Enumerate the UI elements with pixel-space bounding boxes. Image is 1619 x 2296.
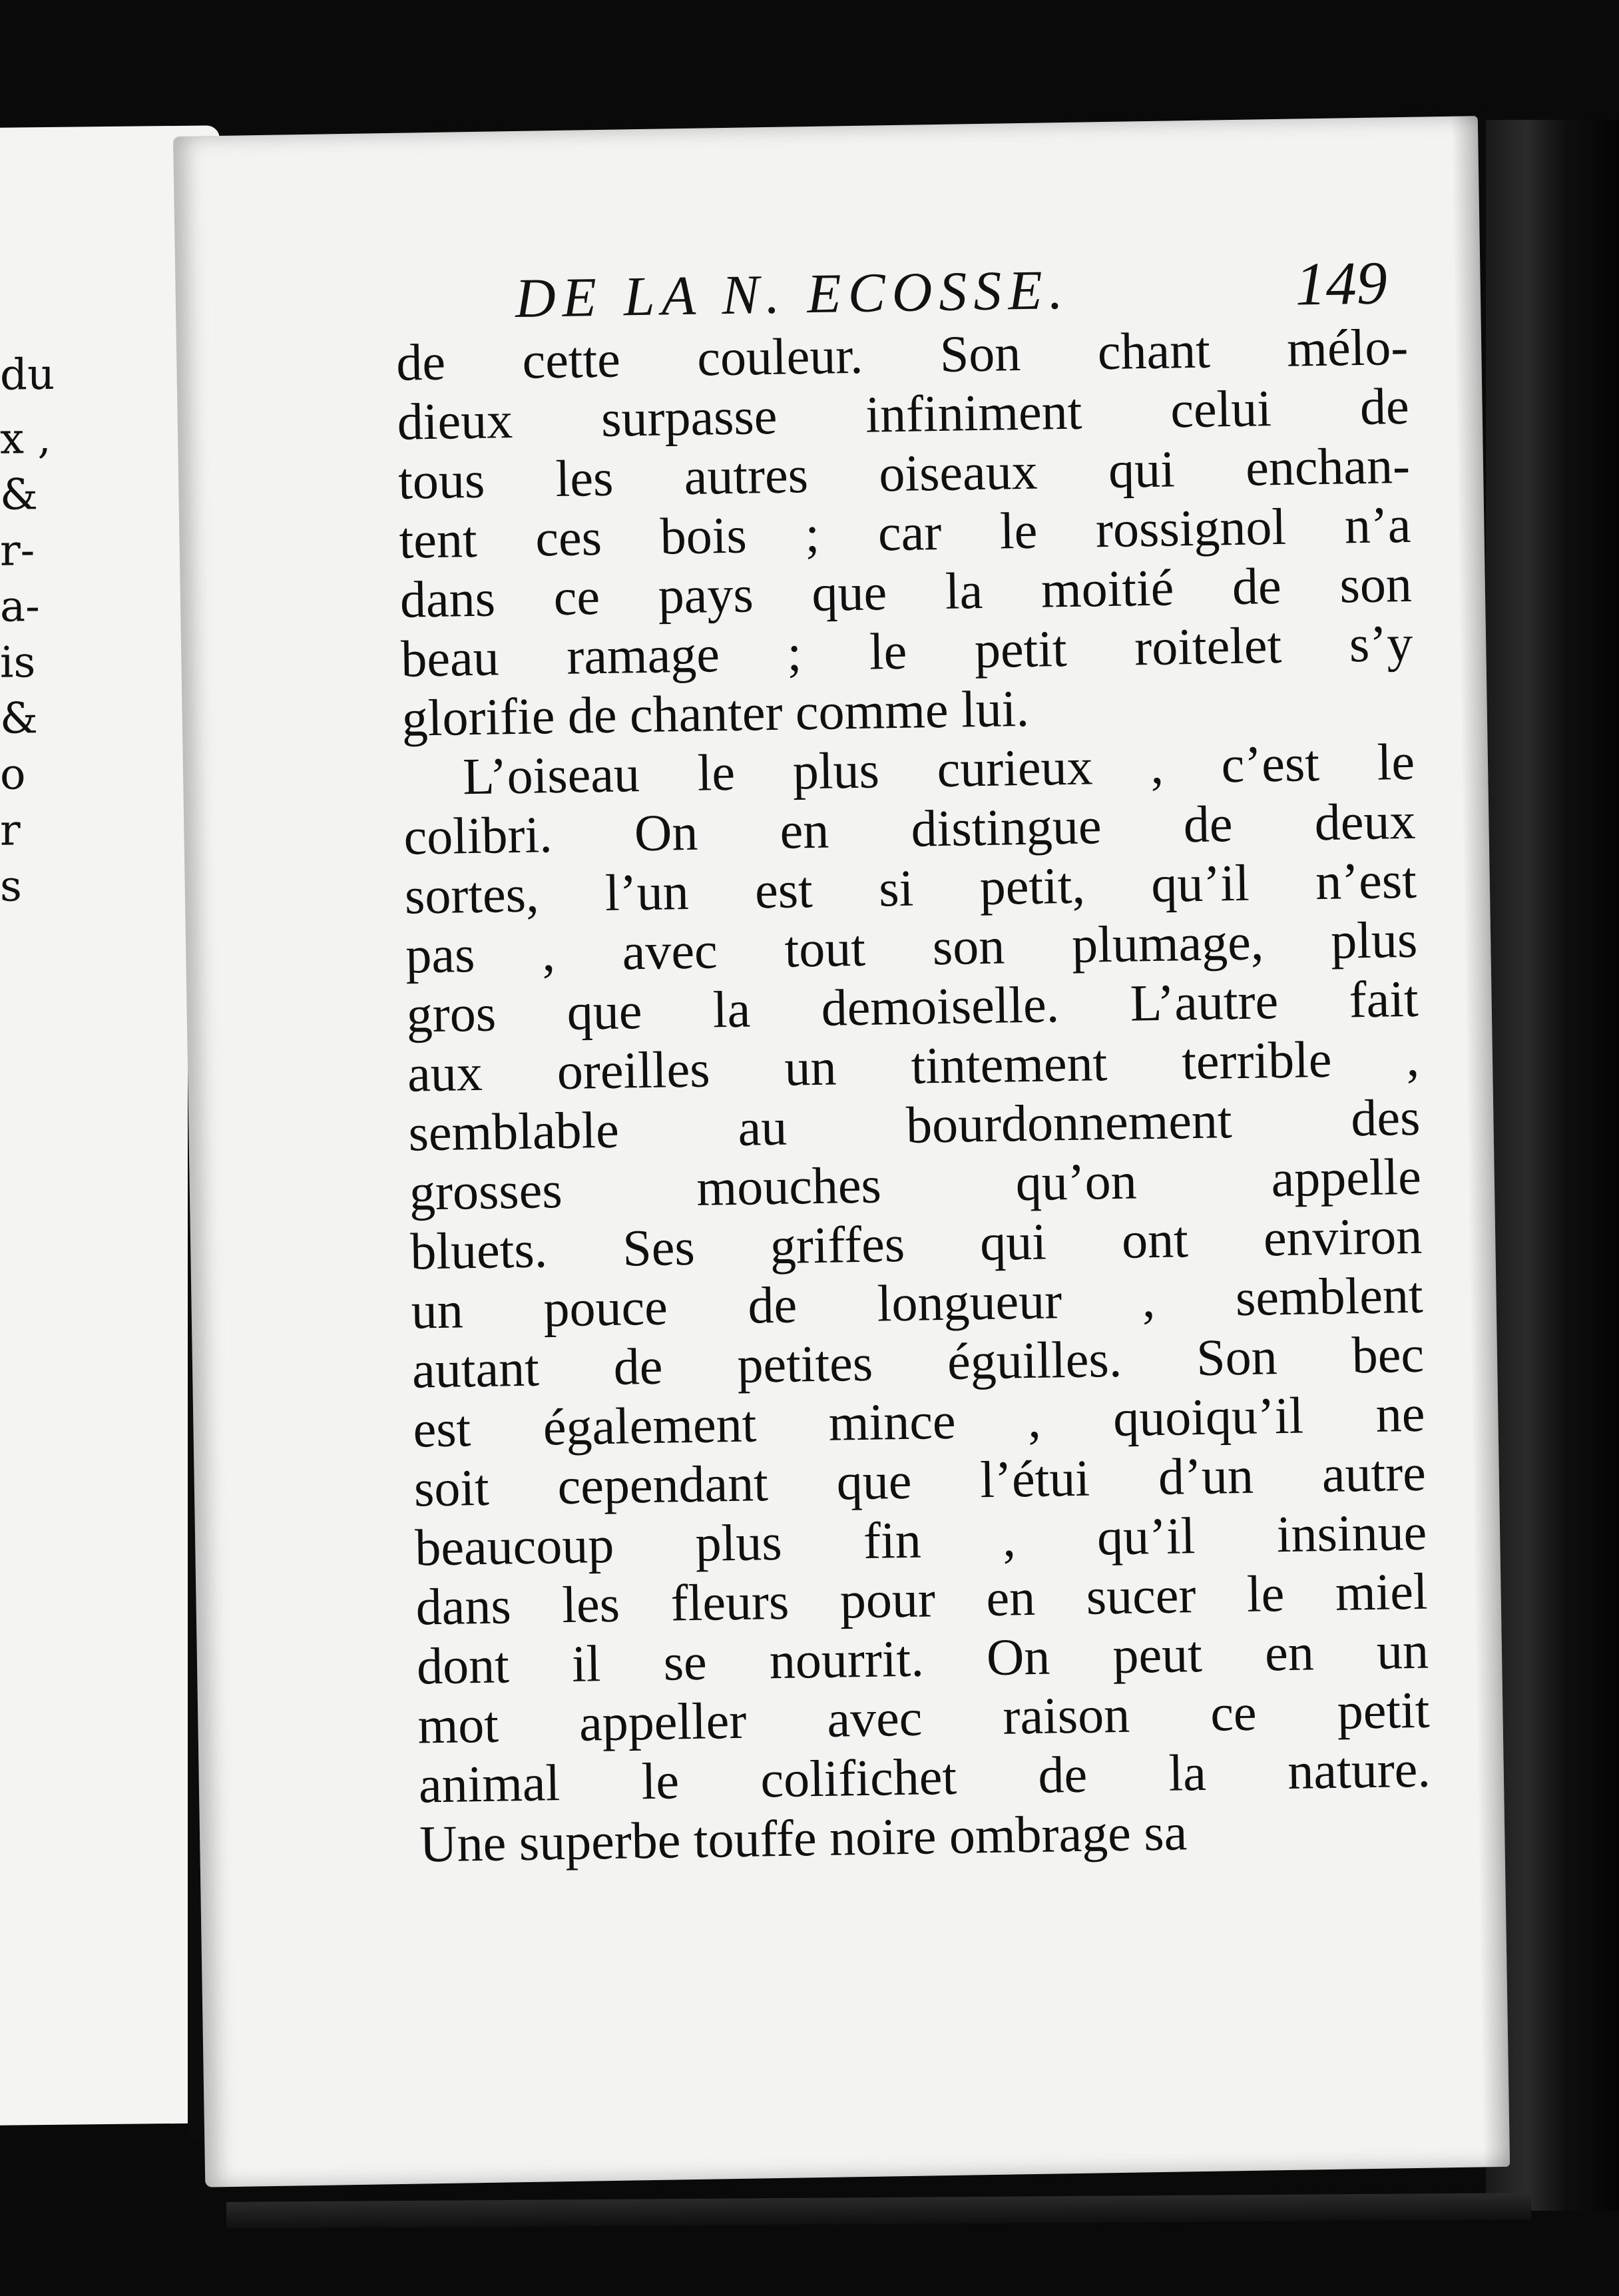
text-line: est également mince , quoiqu’il ne xyxy=(412,1384,1426,1458)
text-line: aux oreilles un tintement terrible , xyxy=(407,1028,1420,1103)
text-line: mot appeller avec raison ce petit xyxy=(417,1680,1431,1755)
text-line: tent ces bois ; car le rossignol n’a xyxy=(398,495,1412,569)
text-line: pas , avec tout son plumage, plus xyxy=(405,910,1418,984)
left-fragment-line: & xyxy=(0,470,38,520)
left-fragment-line: o xyxy=(0,750,26,800)
text-line: grosses mouches qu’on appelle xyxy=(409,1147,1422,1221)
page-bottom-edge xyxy=(226,2193,1531,2229)
text-line: autant de petites éguilles. Son bec xyxy=(411,1324,1425,1399)
text-line: colibri. On en distingue de deux xyxy=(403,791,1417,866)
left-fragment-line: is xyxy=(0,638,36,688)
running-head: DE LA N. ECOSSE. xyxy=(515,258,1070,330)
text-line: animal le colifichet de la nature. xyxy=(418,1739,1431,1814)
text-line: dont il se nourrit. On peut en un xyxy=(416,1621,1429,1695)
text-line: beau ramage ; le petit roitelet s’y xyxy=(400,613,1413,688)
text-line: dans ce pays que la moitié de son xyxy=(399,554,1413,629)
left-fragment-line: a- xyxy=(0,582,40,632)
body-text xyxy=(396,317,1432,1874)
text-line: dans les fleurs pour en sucer le miel xyxy=(415,1562,1429,1636)
left-fragment-line: x , xyxy=(0,414,51,464)
text-line: sortes, l’un est si petit, qu’il n’est xyxy=(404,850,1417,925)
text-line: tous les autres oiseaux qui enchan- xyxy=(397,435,1411,510)
text-line: dieux surpasse infiniment celui de xyxy=(397,376,1410,451)
left-fragment-line: du xyxy=(0,350,55,400)
text-line: Une superbe touffe noire ombrage sa xyxy=(419,1803,1188,1873)
text-line: glorifie de chanter comme lui. xyxy=(401,679,1030,747)
previous-page-fragments xyxy=(0,347,60,915)
text-line: semblable au bourdonnement des xyxy=(407,1087,1421,1162)
text-line: de cette couleur. Son chant mélo- xyxy=(395,317,1409,392)
left-fragment-line: r- xyxy=(0,526,35,576)
text-line: soit cependant que l’étui d’un autre xyxy=(413,1443,1427,1518)
left-fragment-line: & xyxy=(0,694,38,744)
text-line: L’oiseau le plus curieux , c’est le xyxy=(462,732,1415,806)
left-fragment-line: s xyxy=(0,862,22,912)
text-line: bluets. Ses griffes qui ont environ xyxy=(409,1206,1423,1281)
current-page xyxy=(173,116,1510,2187)
page-stack-edge xyxy=(1486,120,1619,2211)
text-line: un pouce de longueur , semblent xyxy=(411,1265,1424,1340)
text-line: beaucoup plus fin , qu’il insinue xyxy=(414,1502,1427,1577)
text-line: gros que la demoiselle. L’autre fait xyxy=(406,969,1419,1043)
left-fragment-line: r xyxy=(0,806,21,856)
page-number: 149 xyxy=(1294,248,1388,318)
